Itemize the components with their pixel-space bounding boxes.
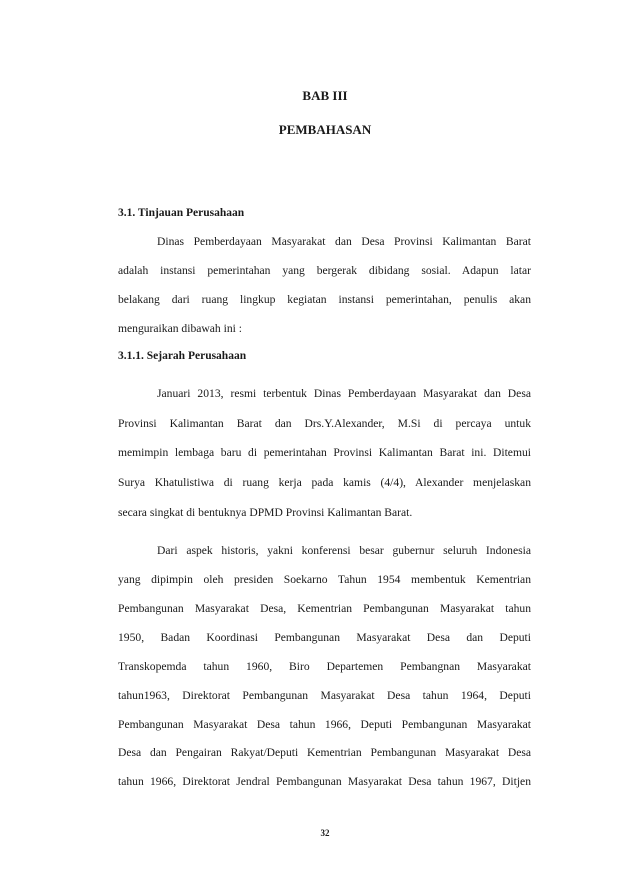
paragraph-line: Dinas Pemberdayaan Masyarakat dan Desa Provinsi Kalimantan Barat — [157, 235, 531, 248]
paragraph-line: belakang dari ruang lingkup kegiatan instansi pemerintahan, penulis akan — [118, 293, 531, 306]
paragraph-line: Transkopemda tahun 1960, Biro Departemen Pembangnan Masyarakat — [118, 660, 531, 673]
paragraph-line: Provinsi Kalimantan Barat dan Drs.Y.Alexander, M.Si di percaya untuk — [118, 417, 531, 430]
paragraph-line: Pembangunan Masyarakat Desa tahun 1966, Deputi Pembangunan Masyarakat — [118, 718, 531, 731]
paragraph-line: 1950, Badan Koordinasi Pembangunan Masyarakat Desa dan Deputi — [118, 631, 531, 644]
paragraph-line: Desa dan Pengairan Rakyat/Deputi Kementrian Pembangunan Masyarakat Desa — [118, 746, 531, 759]
paragraph-line: secara singkat di bentuknya DPMD Provinsi Kalimantan Barat. — [118, 506, 413, 519]
paragraph-line: tahun1963, Direktorat Pembangunan Masyarakat Desa tahun 1964, Deputi — [118, 689, 531, 702]
page-number: 32 — [320, 828, 330, 838]
paragraph-line: Januari 2013, resmi terbentuk Dinas Pemberdayaan Masyarakat dan Desa — [157, 387, 531, 400]
paragraph-line: yang dipimpin oleh presiden Soekarno Tahun 1954 membentuk Kementrian — [118, 573, 531, 586]
section-heading: 3.1. Tinjauan Perusahaan — [118, 207, 245, 219]
chapter-number: BAB III — [302, 88, 348, 103]
chapter-title: PEMBAHASAN — [278, 122, 372, 137]
paragraph-line: tahun 1966, Direktorat Jendral Pembangunan Masyarakat Desa tahun 1967, Ditjen — [118, 775, 531, 788]
paragraph-line: memimpin lembaga baru di pemerintahan Provinsi Kalimantan Barat ini. Ditemui — [118, 446, 531, 459]
subsection-heading: 3.1.1. Sejarah Perusahaan — [118, 350, 247, 362]
paragraph-line: Dari aspek historis, yakni konferensi besar gubernur seluruh Indonesia — [157, 544, 531, 557]
paragraph-line: Pembangunan Masyarakat Desa, Kementrian Pembangunan Masyarakat tahun — [118, 602, 531, 615]
paragraph-line: adalah instansi pemerintahan yang bergerak dibidang sosial. Adapun latar — [118, 264, 531, 277]
paragraph-line: Surya Khatulistiwa di ruang kerja pada kamis (4/4), Alexander menjelaskan — [118, 476, 531, 489]
paragraph-line: menguraikan dibawah ini : — [118, 322, 242, 335]
